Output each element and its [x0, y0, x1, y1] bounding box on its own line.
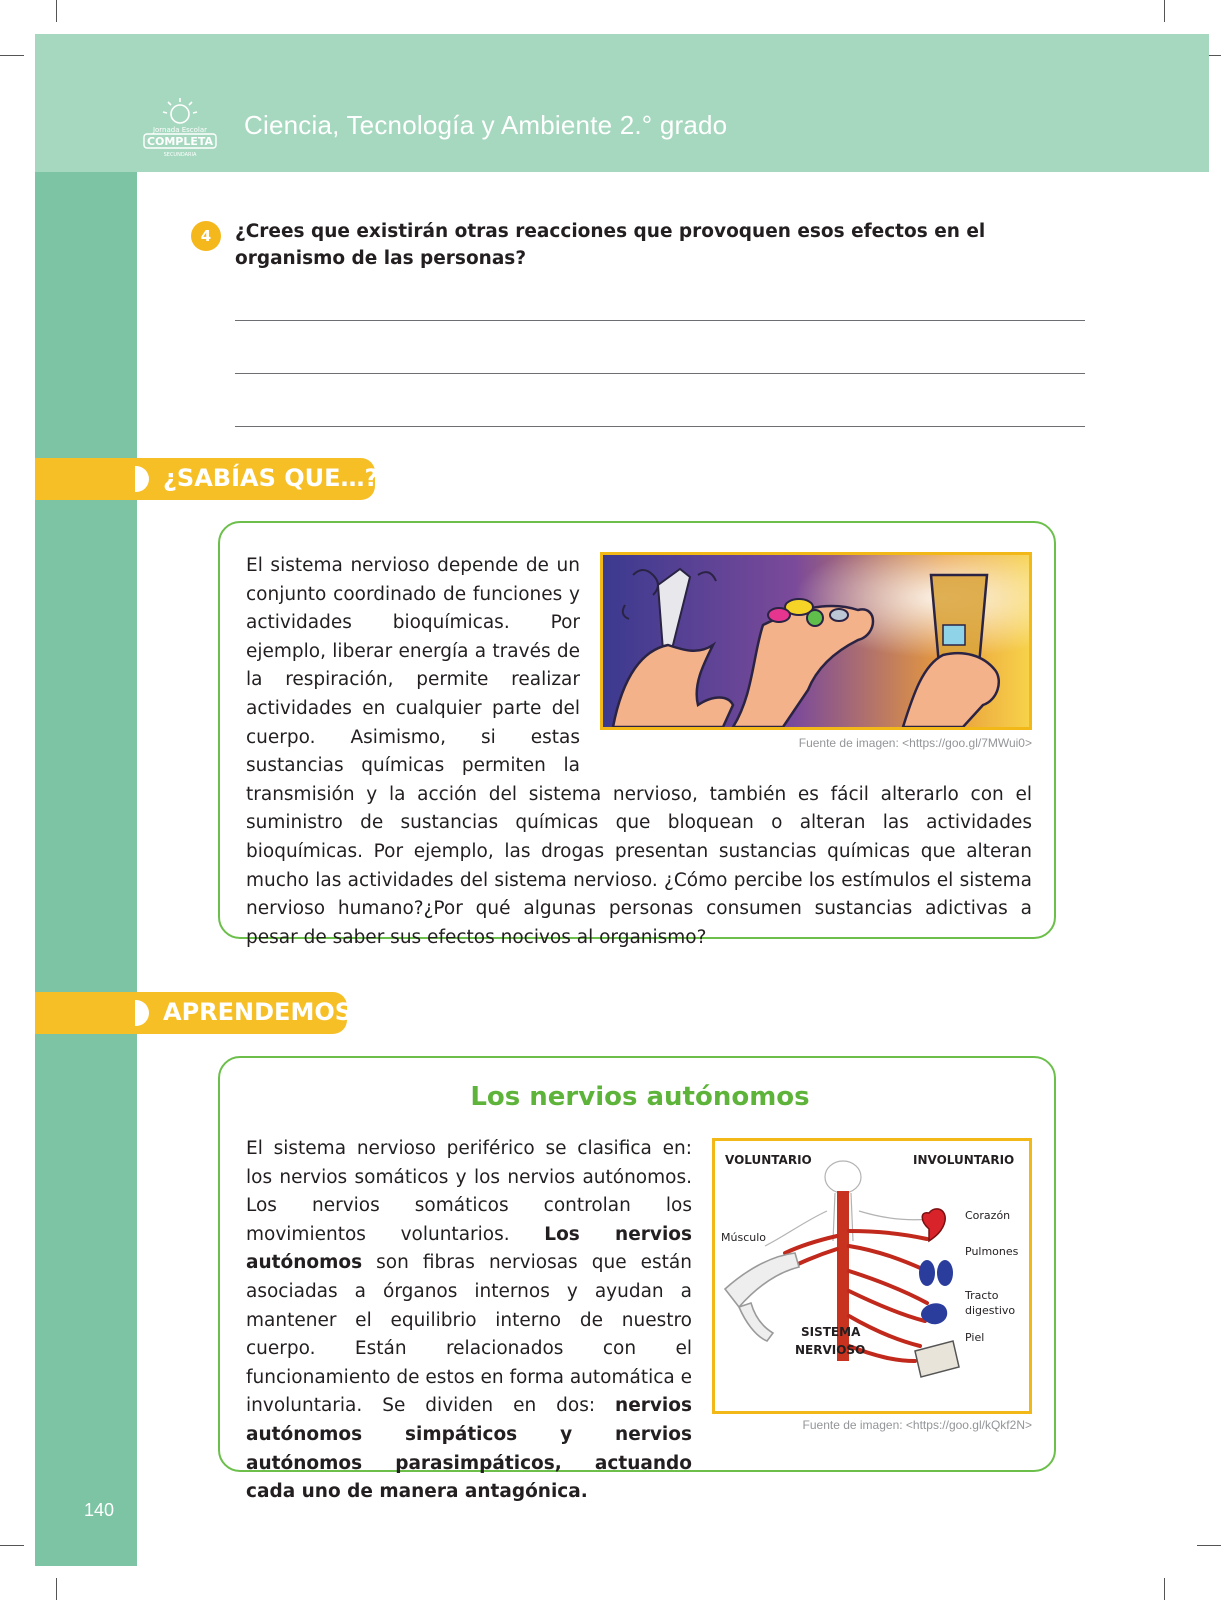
tab-marker [135, 466, 149, 492]
label-voluntario: VOLUNTARIO [725, 1153, 812, 1167]
crop-mark [0, 55, 24, 56]
logo-text-main: COMPLETA [146, 135, 214, 148]
crop-mark [56, 0, 57, 22]
label-nervioso: NERVIOSO [795, 1343, 866, 1357]
label-pulmones: Pulmones [965, 1245, 1019, 1258]
nervous-system-diagram-svg [715, 1141, 1029, 1411]
paragraph-bold-conclusion: nervios autónomos simpáticos y nervios autónomos parasimpáticos, actuando cada uno de manera antagónica. [246, 1395, 692, 1503]
label-tracto: Tracto [965, 1289, 999, 1302]
crop-mark [0, 1545, 24, 1546]
logo-text-sub: SECUNDARIA [163, 152, 197, 158]
book-title: Ciencia, Tecnología y Ambiente 2.° grado [244, 110, 728, 140]
question-text: ¿Crees que existirán otras reacciones que provoquen esos efectos en el organismo de las personas? [235, 221, 986, 269]
tab-marker [135, 1000, 149, 1026]
section-tab-label: ¿SABÍAS QUE…? [163, 464, 379, 492]
crop-mark [1164, 0, 1165, 22]
box-title: Los nervios autónomos [470, 1082, 810, 1112]
label-involuntario: INVOLUNTARIO [913, 1153, 1015, 1167]
crop-mark [56, 1578, 57, 1600]
autonomic-nerves-paragraph [246, 1135, 692, 1507]
paragraph-text: son fibras nerviosas que están asociadas a órganos internos y ayudan a mantener el equilibrio interno de nuestro cuerpo. Están relacionados con el funcionamiento de estos en forma automática e involuntaria. Se dividen en dos: [246, 1252, 692, 1417]
question-number-badge: 4 [191, 221, 221, 251]
section-tab-aprendemos [35, 992, 353, 1034]
jornada-escolar-logo [140, 96, 220, 160]
image-credit: Fuente de imagen: <https://goo.gl/7MWui0> [798, 736, 1032, 750]
did-you-know-paragraph: El sistema nervioso depende de un conjunto coordinado de funciones y actividades bioquímicas. Por ejemplo, liberar energía a través de la respiración, permite realizar actividades en cualquier parte del cuerpo. Asimismo, si estas sustancias químicas permiten la transmisión y la acción del sistema nervioso, también es fácil alterarlo con el suministro de sustancias químicas que bloquean o alteran las actividades bioquímicas. Por ejemplo, las drogas presentan sustancias químicas que alteran mucho las actividades del sistema nervioso. ¿Cómo percibe los estímulos el sistema nervioso humano?¿Por qué algunas personas consumen sustancias adictivas a pesar de saber sus efectos nocivos al organismo? [246, 555, 1032, 948]
label-piel: Piel [965, 1331, 985, 1344]
drugs-illustration [600, 552, 1032, 730]
section-tab-label: APRENDEMOS [163, 998, 353, 1026]
image-credit: Fuente de imagen: <https://goo.gl/kQkf2N> [802, 1418, 1032, 1432]
left-margin-strip [35, 172, 137, 1566]
answer-line[interactable] [235, 373, 1085, 374]
answer-line[interactable] [235, 426, 1085, 427]
section-tab-sabias-que [35, 458, 379, 500]
drugs-illustration-svg [603, 555, 1029, 727]
label-sistema: SISTEMA [801, 1325, 861, 1339]
crop-mark [1164, 1578, 1165, 1600]
crop-mark [1197, 1545, 1221, 1546]
label-musculo: Músculo [721, 1231, 766, 1244]
logo-text-top: Jornada Escolar [152, 126, 208, 134]
label-corazon: Corazón [965, 1209, 1011, 1222]
label-digestivo: digestivo [965, 1304, 1016, 1317]
nervous-system-diagram [712, 1138, 1032, 1414]
did-you-know-paragraph-container [246, 552, 1032, 952]
answer-line[interactable] [235, 320, 1085, 321]
page-number: 140 [84, 1500, 115, 1520]
paragraph-text: El sistema nervioso periférico se clasifica en: los nervios somáticos y los nervios autónomos. Los nervios somáticos controlan los movimientos voluntarios. [246, 1138, 692, 1245]
paragraph-bold-term: Los nervios autónomos [246, 1223, 693, 1274]
